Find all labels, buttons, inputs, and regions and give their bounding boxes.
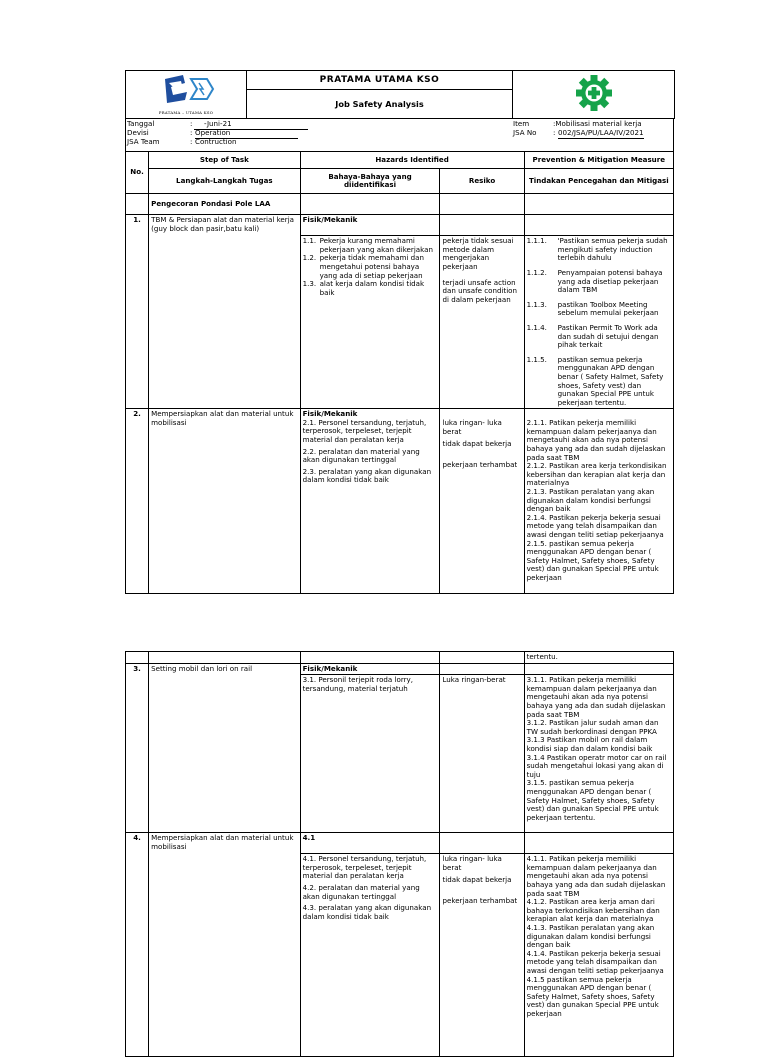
jsa-page-2 — [125, 651, 674, 1057]
risk-item: pekerjaan terhambat — [442, 895, 518, 905]
mitigation-item: 4.1.5 pastikan semua pekerja menggunakan APD dengan benar ( Safety Halmet, Safety shoes, Safety vest) dan gunakan Special PPE untuk pekerjaan — [526, 974, 659, 1018]
table-row — [126, 663, 674, 675]
task-step: TBM & Persiapan alat dan material kerja (guy block dan pasir,batu kali) — [149, 215, 300, 409]
task-step: Mempersiapkan alat dan material untuk mobilisasi — [149, 409, 300, 594]
document-title: Job Safety Analysis — [247, 89, 513, 118]
col-step-sub: Langkah-Langkah Tugas — [149, 169, 300, 194]
devisi-value: Operation — [195, 129, 298, 139]
risk-item: tidak dapat bekerja — [442, 439, 512, 449]
mitigation-item: 2.1.3. Pastikan peralatan yang akan digunakan dalam kondisi berfungsi dengan baik — [526, 487, 655, 514]
hazard-item: 1.2. pekerja tidak memahami dan mengetahui potensi bahaya yang ada di setiap pekerjaan — [302, 253, 424, 280]
mitigation-item: 4.1.1. Patikan pekerja memiliki kemampuan dalam pekerjaanya dan mengetauhi akan ada nya potensi bahaya yang ada dan sudah dijelaskan pada saat TBM — [526, 854, 666, 898]
mitigation-item: 3.1.2. Pastikan jalur sudah aman dan TW sudah berkordinasi dengan PPKA — [526, 718, 659, 736]
hazard-category: Fisik/Mekanik — [300, 663, 440, 675]
section-title: Pengecoran Pondasi Pole LAA — [149, 194, 300, 215]
row-number: 1. — [126, 215, 149, 409]
jsa-continuation-table — [125, 651, 674, 1057]
mitigation-item: 2.1.4. Pastikan pekerja bekerja sesuai metode yang telah disampaikan dan awasi dengan teliti setiap pekerjaanya — [526, 512, 664, 539]
company-logo — [126, 71, 247, 119]
risk-list — [440, 854, 524, 1057]
mitigation-list — [524, 236, 673, 409]
col-hazard-header: Hazards Identified — [300, 152, 524, 169]
col-prevention-header: Prevention & Mitigation Measure — [524, 152, 673, 169]
hazard-list — [300, 854, 440, 1057]
hazard-item: 3.1. Personil terjepit roda lorry, tersandung, material terjatuh — [300, 675, 440, 833]
risk-item: luka ringan- luka berat — [442, 418, 502, 436]
mitigation-item: 3.1.3 Pastikan mobil on rail dalam kondisi siap dan dalam kondisi baik — [526, 735, 653, 753]
hazard-item: 1.1. Pekerja kurang memahami pekerjaan yang akan dikerjakan — [302, 236, 433, 254]
jsa-no-label: JSA No — [513, 128, 537, 138]
col-risk-sub: Resiko — [440, 169, 524, 194]
devisi-label: Devisi — [127, 128, 149, 138]
col-hazard-sub: Bahaya-Bahaya yang diidentifikasi — [300, 169, 440, 194]
mitigation-item: 1.1.2. Penyampaian potensi bahaya yang ada disetiap pekerjaan dalam TBM — [526, 267, 663, 295]
mitigation-item: 4.1.2. Pastikan area kerja aman dari bahaya terkondisikan kebersihan dan kerapian alat kerja dan materialnya — [526, 897, 660, 924]
logo-caption: PRATAMA – UTAMA KSO — [158, 109, 214, 115]
hazard-item: 4.2. peralatan dan material yang akan digunakan tertinggal — [302, 882, 420, 901]
mitigation-item: 2.1.2. Pastikan area kerja terkondisikan kebersihan dan kerapian alat kerja dan materialnya — [526, 461, 667, 488]
safety-gear-cross-icon — [574, 73, 614, 113]
tanggal-label: Tanggal — [127, 119, 155, 129]
pratama-logo-icon — [141, 72, 231, 106]
tanggal-colon: : — [190, 119, 193, 129]
table-row — [126, 409, 674, 594]
risk-item: terjadi unsafe action dan unsafe condition di dalam pekerjaan — [442, 277, 518, 304]
mitigation-item: 4.1.3. Pastikan peralatan yang akan digunakan dalam kondisi berfungsi dengan baik — [526, 922, 655, 950]
table-row — [126, 215, 674, 236]
jsa-meta — [125, 119, 674, 151]
risk-item: luka ringan- luka berat — [442, 854, 502, 872]
hazard-item: 4.3. peralatan yang akan digunakan dalam kondisi tidak baik — [302, 903, 432, 921]
col-prevention-sub: Tindakan Pencegahan dan Mitigasi — [524, 169, 673, 194]
jsa-no-colon: : — [553, 128, 556, 138]
mitigation-list — [524, 409, 673, 594]
hazard-item: 4.1. Personel tersandung, terjatuh, terperosok, terpeleset, terjepit material dan peralatan kerja — [302, 854, 427, 881]
task-step: Mempersiapkan alat dan material untuk mobilisasi — [149, 833, 300, 1057]
hazard-list — [300, 236, 440, 409]
row-number: 3. — [126, 663, 149, 833]
company-name: PRATAMA UTAMA KSO — [247, 71, 513, 90]
hazard-list — [300, 409, 440, 594]
hazard-item: 2.3. peralatan yang akan digunakan dalam kondisi tidak baik — [302, 466, 432, 485]
jsa-team-value: Contruction — [195, 137, 237, 147]
risk-list — [440, 409, 524, 594]
hazard-category: 4.1 — [300, 833, 440, 854]
hazard-item: 2.2. peralatan dan material yang akan digunakan tertinggal — [302, 446, 420, 465]
safety-logo — [513, 71, 675, 119]
risk-item: tidak dapat bekerja — [442, 875, 512, 885]
mitigation-item: 2.1.5. pastikan semua pekerja menggunakan APD dengan benar ( Safety Halmet, Safety shoes, Safety vest) dan gunakan Special PPE untuk pekerjaan — [526, 538, 659, 582]
row-number: 4. — [126, 833, 149, 1057]
risk-item: pekerja tidak sesuai metode dalam mengerjakan pekerjaan — [442, 236, 514, 271]
col-no-header: No. — [126, 152, 149, 194]
hazard-item: 1.3. alat kerja dalam kondisi tidak baik — [302, 279, 425, 297]
mitigation-list — [524, 675, 673, 833]
mitigation-item: 1.1.3. pastikan Toolbox Meeting sebelum memulai pekerjaan — [526, 299, 659, 318]
jsa-no-value: 002/JSA/PU/LAA/IV/2021 — [558, 128, 644, 138]
hazard-category: Fisik/Mekanik — [300, 215, 440, 236]
jsa-page-1 — [125, 70, 674, 594]
row-number: 2. — [126, 409, 149, 594]
mitigation-item: 1.1.4. Pastikan Permit To Work ada dan sudah di setujui dengan pihak terkait — [526, 322, 659, 350]
col-step-header: Step of Task — [149, 152, 300, 169]
devisi-colon: : — [190, 128, 193, 138]
mitigation-item: 1.1.1. 'Pastikan semua pekerja sudah mengikuti safety induction terlebih dahulu — [526, 236, 668, 263]
risk-item: Luka ringan-berat — [440, 675, 524, 833]
task-step: Setting mobil dan lori on rail — [149, 663, 300, 833]
tanggal-value: -Juni-21 — [194, 120, 308, 130]
jsa-main-table — [125, 151, 674, 594]
mitigation-item: 1.1.5. pastikan semua pekerja menggunakan APD dengan benar ( Safety Halmet, Safety shoes, Safety vest) dan gunakan Special PPE untuk pekerjaan tertentu. — [526, 354, 664, 407]
risk-item: pekerjaan terhambat — [442, 460, 518, 470]
jsa-team-colon: : — [190, 137, 193, 147]
hazard-category: Fisik/Mekanik — [302, 409, 358, 419]
mitigation-item: 3.1.4 Pastikan operatr motor car on rail sudah mengetahui lokasi yang akan di tuju — [526, 752, 667, 779]
hazard-item: 2.1. Personel tersandung, terjatuh, terperosok, terpeleset, terjepit material dan peralatan kerja — [302, 417, 427, 445]
risk-list — [440, 236, 524, 409]
mitigation-item: 3.1.1. Patikan pekerja memiliki kemampuan dalam pekerjaanya dan mengetauhi akan ada nya potensi bahaya yang ada dan sudah dijelaskan pada saat TBM — [526, 675, 666, 719]
table-row — [126, 833, 674, 854]
jsa-header-table — [125, 70, 675, 119]
mitigation-item: 4.1.4. Pastikan pekerja bekerja sesuai metode yang telah disampaikan dan awasi dengan teliti setiap pekerjaanya — [526, 948, 664, 975]
item-value: :Mobilisasi material kerja — [553, 119, 642, 129]
mitigation-list — [524, 854, 673, 1057]
mitigation-item: 3.1.5. pastikan semua pekerja menggunakan APD dengan benar ( Safety Halmet, Safety shoes, Safety vest) dan gunakan Special PPE untuk pekerjaan tertentu. — [526, 778, 659, 822]
mitigation-item: 2.1.1. Patikan pekerja memiliki kemampuan dalam pekerjaanya dan mengetauhi akan ada nya potensi bahaya yang ada dan sudah dijelaskan pada saat TBM — [526, 418, 666, 462]
continued-text: tertentu. — [524, 652, 673, 664]
item-label: Item — [513, 119, 530, 129]
jsa-team-label: JSA Team — [127, 137, 160, 147]
